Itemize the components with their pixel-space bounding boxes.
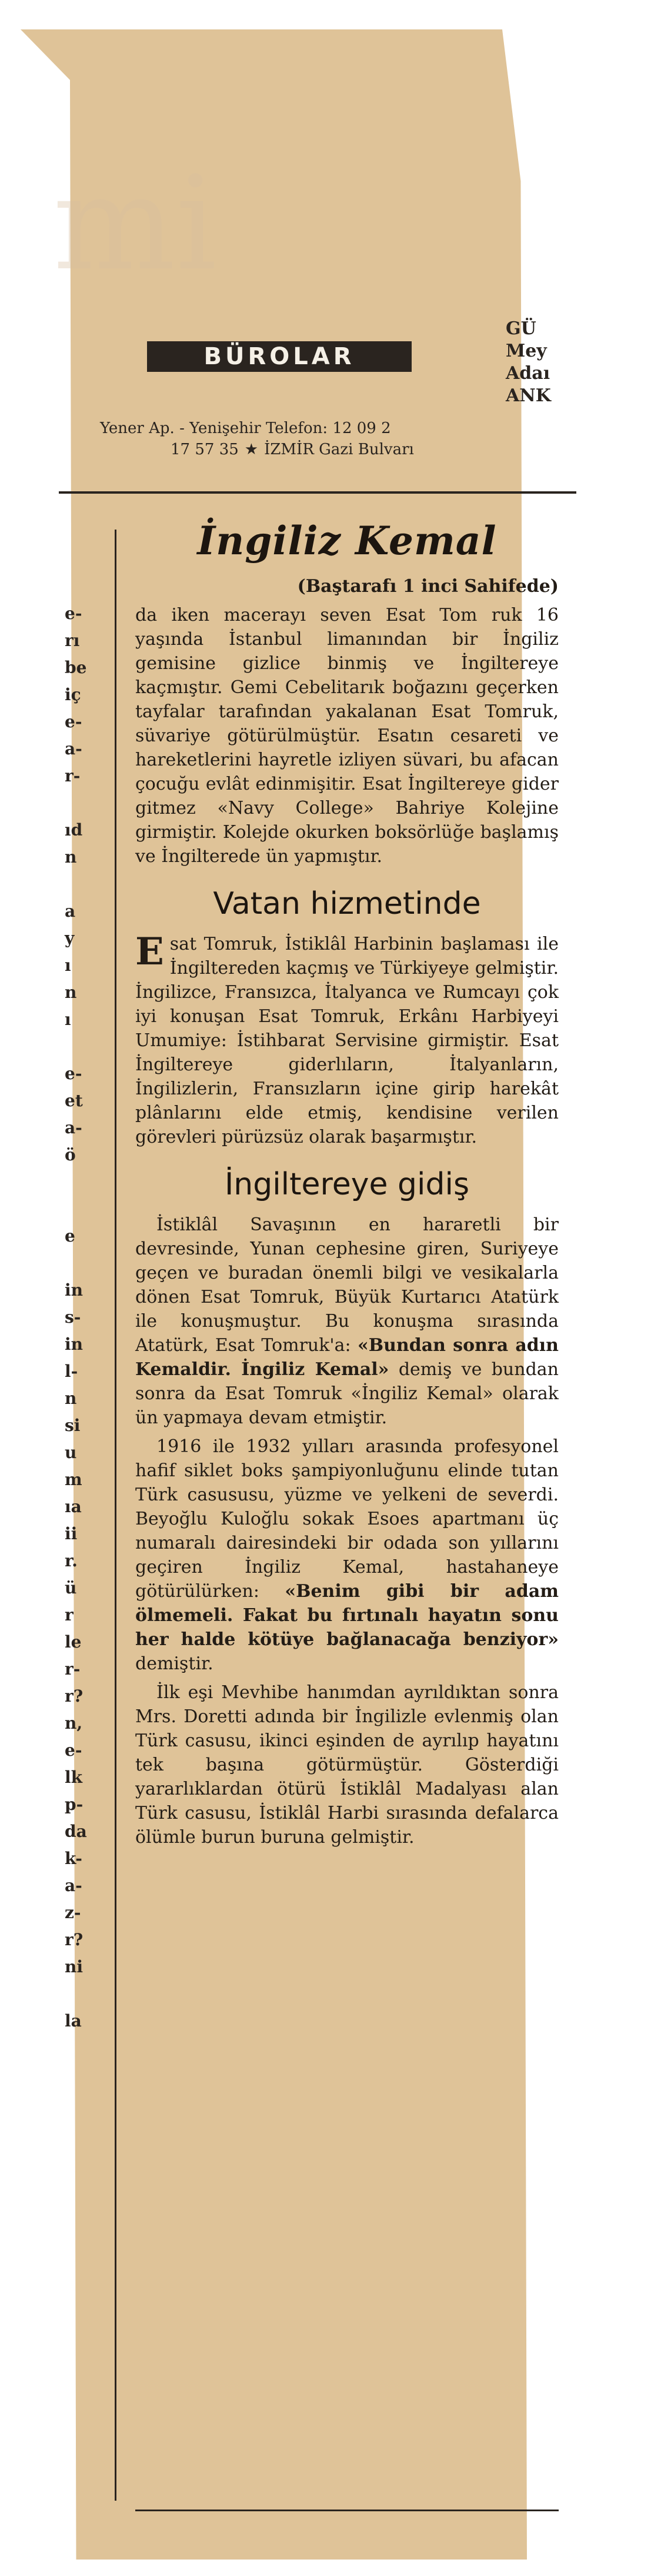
paragraph-text: İstiklâl Savaşının en hararetli bir devresinde, Yunan cephesine giren, Suriyeye geçen ve buradan önemli bilgi ve vesikalarla dönen Esat Tomruk, Büyük Kurtarıcı Atatürk ile konuşmuştur. Bu konuşma sırasında Atatürk, Esat Tomruk'a: (135, 1214, 559, 1356)
left-fragment-line: e- (65, 1740, 82, 1760)
left-fragment-line: ıa (65, 1497, 82, 1516)
star-icon: ★ (244, 441, 259, 458)
left-fragment-line (65, 1196, 112, 1223)
left-fragment-line: n (65, 983, 77, 1002)
left-fragment-line: ı (65, 956, 71, 975)
left-fragment-line: a- (65, 1876, 82, 1895)
left-fragment-line: y (65, 928, 75, 948)
section-banner: BÜROLAR (147, 341, 412, 372)
left-fragment-line: a- (65, 739, 82, 758)
fragment-line: Mey (506, 341, 547, 361)
section-ingiltere-paragraph-1 (135, 1213, 559, 1430)
left-fragment-line (65, 790, 112, 817)
left-fragment-line: r- (65, 766, 81, 786)
phone-number: 17 57 35 (171, 441, 239, 458)
left-fragment-line: k- (65, 1849, 82, 1868)
left-fragment-line: a (65, 901, 76, 921)
left-fragment-line: a- (65, 1118, 82, 1137)
left-fragment-line: ni (65, 1957, 83, 1976)
left-fragment-line: r? (65, 1686, 84, 1706)
left-fragment-line: ı (65, 1010, 71, 1029)
left-fragment-line: si (65, 1416, 81, 1435)
bleed-through-text: mi (53, 148, 217, 299)
article-headline: İngiliz Kemal (197, 518, 497, 564)
contact-info (100, 418, 570, 460)
left-fragment-line: la (65, 2011, 82, 2031)
contact-line-2 (100, 439, 570, 460)
left-fragment-line: e- (65, 712, 82, 731)
left-fragment-line: m (65, 1470, 82, 1489)
section-ingiltere-paragraph-3: İlk eşi Mevhibe hanımdan ayrıldıktan sonra Mrs. Doretti adında bir İngilizle evlenmiş olan Türk casusu, ikinci eşinden de ayrılıp hayatını tek başına götürmüştür. Gösterdiği yararlıklardan ötürü İstiklâl Madalyası alan Türk casusu, İstiklâl Harbi sırasında defalarca ölümle burun buruna gelmiştir. (135, 1682, 559, 1848)
left-fragment-line: ıd (65, 820, 83, 840)
left-fragment-line: n (65, 1389, 77, 1408)
left-column-fragment (65, 600, 112, 2035)
column-divider (115, 530, 116, 2501)
fragment-line: GÜ (506, 318, 536, 339)
left-fragment-line: e- (65, 1064, 82, 1083)
left-fragment-line: e (65, 1226, 75, 1246)
left-fragment-line: s- (65, 1307, 81, 1327)
left-fragment-line (65, 1169, 112, 1196)
header-divider (59, 491, 576, 494)
fragment-line: ANK (506, 385, 551, 406)
left-fragment-line: r- (65, 1659, 81, 1679)
paragraph-text: demiş ve bundan sonra da Esat Tomruk «İngiliz Kemal» olarak ün yapmaya devam etmiştir. (135, 1359, 559, 1428)
contact-line-1: Yener Ap. - Yenişehir Telefon: 12 09 2 (100, 420, 391, 437)
drop-cap: E (135, 930, 164, 974)
left-fragment-line: lk (65, 1768, 83, 1787)
quote-text: «Bundan sonra adın Kemaldir. İngiliz Kemal» (135, 1335, 559, 1380)
left-fragment-line: r (65, 1605, 74, 1625)
paragraph-text: demiştir. (135, 1653, 213, 1674)
left-fragment-line: n (65, 847, 77, 867)
left-fragment-line: z- (65, 1903, 81, 1922)
adjacent-column-fragment (506, 318, 576, 407)
left-fragment-line: be (65, 658, 87, 677)
left-fragment-line: n, (65, 1713, 83, 1733)
left-fragment-line: et (65, 1091, 83, 1110)
left-fragment-line: u (65, 1443, 77, 1462)
continuation-note: (Baştarafı 1 inci Sahifede) (297, 576, 559, 597)
section-ingiltere-paragraph-2 (135, 1435, 559, 1676)
left-fragment-line: iç (65, 685, 81, 704)
left-fragment-line: le (65, 1632, 82, 1652)
left-fragment-line: in (65, 1280, 83, 1300)
left-fragment-line: ö (65, 1145, 76, 1164)
footer-divider (135, 2510, 559, 2511)
article (135, 518, 559, 1854)
left-fragment-line (65, 1033, 112, 1060)
section-title-vatan: Vatan hizmetinde (213, 886, 481, 921)
left-fragment-line: da (65, 1822, 87, 1841)
left-fragment-line (65, 871, 112, 898)
section-title-ingiltere: İngiltereye gidiş (224, 1167, 470, 1202)
left-fragment-line: e- (65, 604, 82, 623)
left-fragment-line: r? (65, 1930, 84, 1949)
left-fragment-line (65, 1250, 112, 1277)
left-fragment-line: r. (65, 1551, 78, 1570)
left-fragment-line: in (65, 1334, 83, 1354)
left-fragment-line: ii (65, 1524, 78, 1543)
left-fragment-line: l- (65, 1362, 78, 1381)
left-fragment-line: ü (65, 1578, 77, 1597)
fragment-line: Adaı (506, 363, 550, 384)
left-fragment-line: p- (65, 1795, 84, 1814)
left-fragment-line: rı (65, 631, 80, 650)
section-vatan-body (135, 932, 559, 1149)
left-fragment-line (65, 1981, 112, 2008)
address-text: İZMİR Gazi Bulvarı (264, 441, 414, 458)
quote-text: «Benim gibi bir adam ölmemeli. Fakat bu fırtınalı hayatın sonu her halde kötüye bağlanacağa benziyor» (135, 1581, 559, 1650)
paragraph-text: 1916 ile 1932 yılları arasında profesyonel hafif siklet boks şampiyonluğunu elinde tutan Türk casususu, yüzme ve yelkeni de severdi. Beyoğlu Kuloğlu sokak Esoes apartmanı üç numaralı dairesindeki bir odada son yıllarını geçiren İngiliz Kemal, hastahaneye götürülürken: (135, 1436, 559, 1602)
article-intro: da iken macerayı seven Esat Tom ruk 16 yaşında İstanbul limanından bir İngiliz gemisine gizlice binmiş ve İngiltereye kaçmıştır. Gemi Cebelitarık boğazını geçerken tayfalar tarafından yakalanan Esat Tomruk, süvariye götürülmüştür. Esatın cesareti ve hareketlerini hayretle izliyen süvari, bu afacan çocuğu evlât edinmişitir. Esat İngiltereye gider gitmez «Navy College» Bahriye Kolejine girmiştir. Kolejde okurken boksörlüğe başlamış ve İngilterede ün yapmıştır. (135, 605, 559, 867)
section-vatan-text: sat Tomruk, İstiklâl Harbinin başlaması ile İngiltereden kaçmış ve Türkiyeye gelmiştir. İngilizce, Fransızca, İtalyanca ve Rumcayı çok iyi konuşan Esat Tomruk, Erkânı Harbiyeyi Umumiye: İstihbarat Servisine girmiştir. Esat İngiltereye giderlıların, İtalyanların, İngilizlerin, Fransızların içine girip harekât plânlarını elde etmiş, kendisine verilen görevleri pürüzsüz olarak başarmıştır. (135, 934, 559, 1147)
